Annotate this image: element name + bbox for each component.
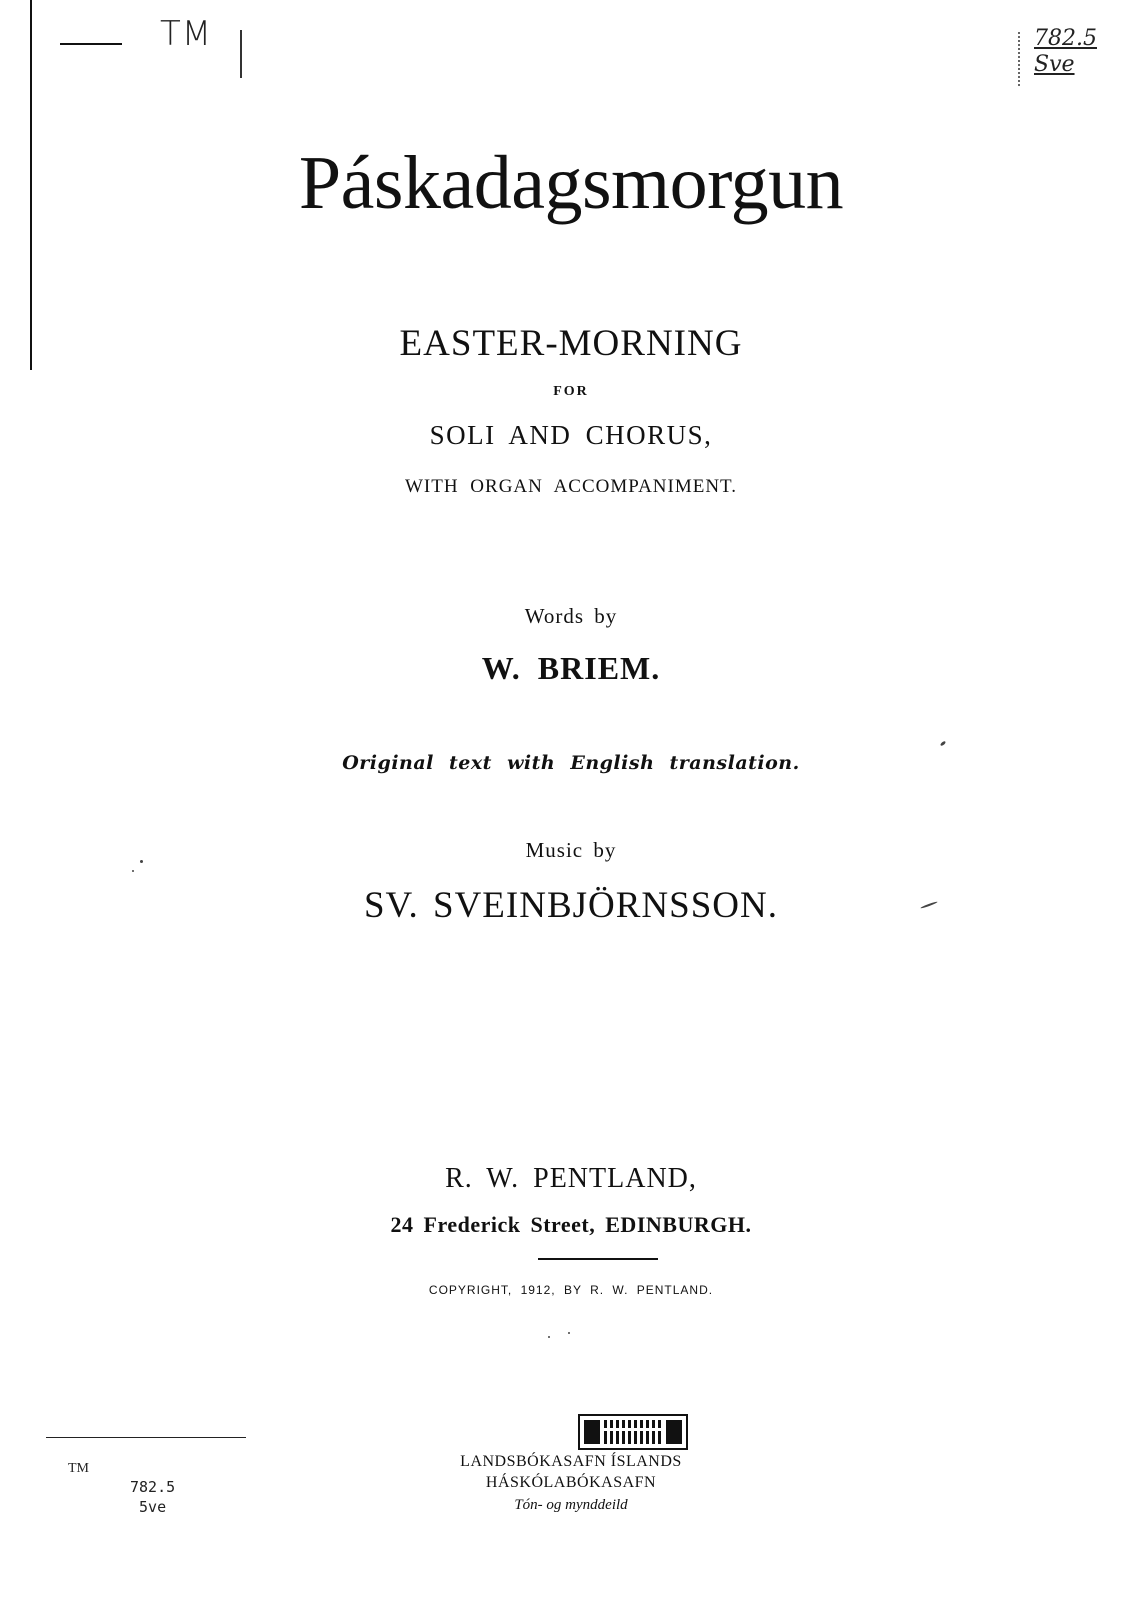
music-by-label: Music by bbox=[525, 838, 617, 862]
publisher-rule bbox=[538, 1258, 658, 1260]
stamp-code-line1: 782.5 bbox=[130, 1478, 176, 1496]
subtitle: EASTER-MORNING bbox=[399, 323, 743, 364]
composer-name: SV. SVEINBJÖRNSSON. bbox=[363, 885, 778, 926]
stamp-mark: TM bbox=[68, 1461, 89, 1476]
page-title: Páskadagsmorgun bbox=[298, 141, 844, 225]
handwritten-call-number bbox=[1034, 26, 1097, 78]
speck bbox=[568, 1332, 570, 1334]
speck bbox=[940, 740, 947, 746]
dotted-margin-rule bbox=[1018, 32, 1020, 86]
accompaniment-line: WITH ORGAN ACCOMPANIMENT. bbox=[404, 476, 738, 497]
handwritten-mark: TM bbox=[160, 14, 213, 54]
speck bbox=[140, 860, 143, 863]
library-name: LANDSBÓKASAFN ÍSLANDS bbox=[460, 1453, 682, 1470]
stamp-rule bbox=[46, 1437, 246, 1438]
handwritten-dash bbox=[60, 43, 122, 45]
publisher-address: 24 Frederick Street, EDINBURGH. bbox=[390, 1212, 752, 1237]
voices-line: SOLI AND CHORUS, bbox=[429, 420, 713, 450]
speck bbox=[548, 1336, 550, 1338]
library-dept: Tón- og mynddeild bbox=[514, 1497, 628, 1513]
copyright-line: COPYRIGHT, 1912, BY R. W. PENTLAND. bbox=[428, 1283, 714, 1297]
for-label: FOR bbox=[553, 384, 589, 399]
words-author: W. BRIEM. bbox=[481, 650, 661, 686]
publisher-name: R. W. PENTLAND, bbox=[445, 1163, 697, 1194]
library-sub: HÁSKÓLABÓKASAFN bbox=[485, 1474, 657, 1491]
handwritten-call-number-line2: Sve bbox=[1034, 52, 1075, 77]
handwritten-call-number-line1: 782.5 bbox=[1034, 26, 1097, 51]
stamp-code-line2: 5ve bbox=[139, 1498, 167, 1516]
handwritten-tick bbox=[240, 30, 242, 78]
library-building-icon bbox=[578, 1414, 688, 1450]
speck bbox=[132, 870, 134, 872]
words-by-label: Words by bbox=[524, 604, 618, 628]
translation-note: Original text with English translation. bbox=[342, 752, 800, 774]
